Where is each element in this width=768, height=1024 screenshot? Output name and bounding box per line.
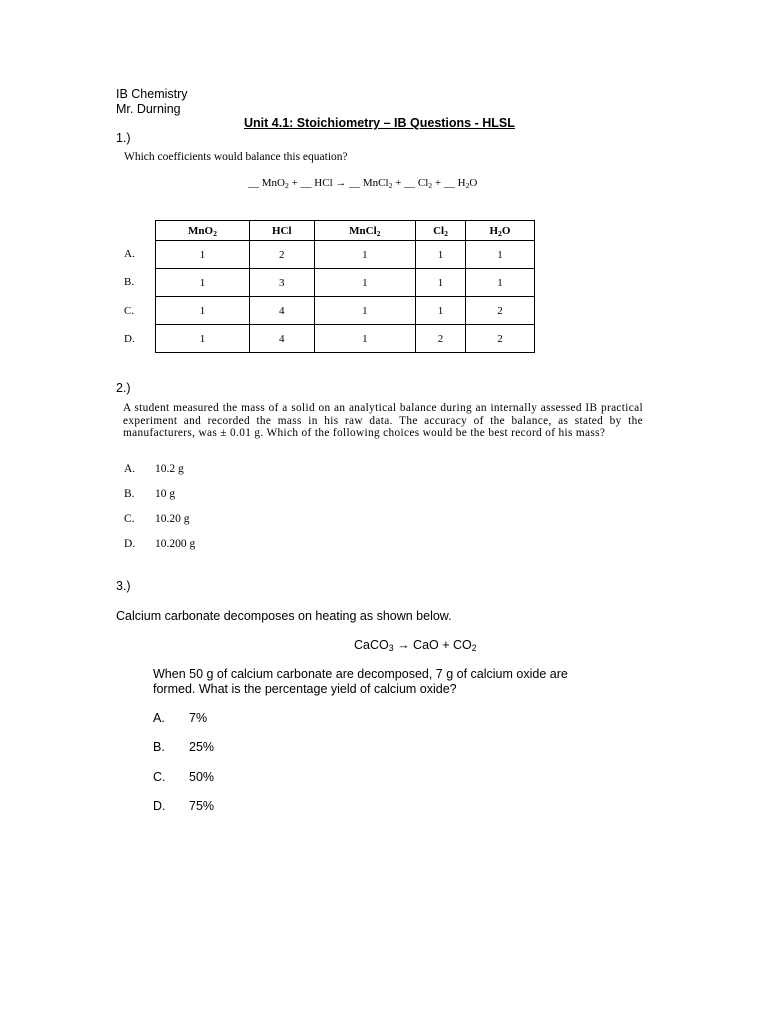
- table-cell: 1: [314, 325, 416, 353]
- table-header-row: [156, 221, 535, 241]
- table-cell: 1: [156, 241, 250, 269]
- table-cell: 1: [156, 325, 250, 353]
- question-2-number: 2.): [116, 381, 131, 395]
- coefficients-table: [155, 220, 535, 353]
- table-row: [156, 297, 535, 325]
- table-cell: 1: [156, 297, 250, 325]
- table-header-cell: $H_2O$: [465, 221, 534, 241]
- question-3-intro: Calcium carbonate decomposes on heating as shown below.: [116, 609, 452, 623]
- table-header-cell: MnO$_2$: [156, 221, 250, 241]
- table-cell: 1: [416, 269, 466, 297]
- option-value: 25%: [189, 740, 215, 754]
- table-cell: 2: [249, 241, 314, 269]
- table-row: [156, 325, 535, 353]
- table-cell: 1: [465, 241, 534, 269]
- option-label: B.: [153, 740, 165, 754]
- option-label: D.: [124, 538, 136, 550]
- option-label: D.: [153, 799, 166, 813]
- question-1-equation: __ MnO$_2$ + __ HCl → __ MnCl$_2$ + __ $Cl_2$ + __ $H_2O$: [248, 177, 478, 190]
- table-header-cell: HCl: [249, 221, 314, 241]
- question-1-number: 1.): [116, 131, 131, 145]
- question-3-text-line2: formed. What is the percentage yield of calcium oxide?: [153, 682, 457, 696]
- option-label: A.: [153, 711, 165, 725]
- question-1-prompt: Which coefficients would balance this equation?: [124, 151, 348, 163]
- option-value: 10.20 g: [155, 513, 190, 525]
- table-cell: 1: [416, 297, 466, 325]
- question-3-number: 3.): [116, 579, 131, 593]
- table-cell: 4: [249, 325, 314, 353]
- option-value: 10.200 g: [155, 538, 196, 550]
- table-cell: 1: [416, 241, 466, 269]
- option-label: A.: [124, 463, 136, 475]
- option-label: C.: [153, 770, 166, 784]
- option-value: 75%: [189, 799, 215, 813]
- row-label: A.: [124, 248, 135, 260]
- table-cell: 3: [249, 269, 314, 297]
- table-cell: 1: [314, 269, 416, 297]
- course-name: IB Chemistry: [116, 87, 188, 101]
- table-cell: 1: [465, 269, 534, 297]
- table-cell: 2: [465, 297, 534, 325]
- question-2-prompt: A student measured the mass of a solid on an analytical balance during an internally assessed IB practical experiment and recorded the mass in his raw data. The accuracy of the balance, as stated by the manufacturers, was ± 0.01 g. Which of the following choices would be the best record of his mass?: [123, 402, 643, 439]
- question-3-equation: CaCO$_3$ → CaO + $CO_2$: [354, 638, 477, 653]
- page-title: Unit 4.1: Stoichiometry – IB Questions - HLSL: [244, 116, 515, 130]
- table-header-cell: MnCl$_2$: [314, 221, 416, 241]
- option-value: 50%: [189, 770, 215, 784]
- option-label: C.: [124, 513, 135, 525]
- table-cell: 2: [416, 325, 466, 353]
- table-row: [156, 241, 535, 269]
- table-cell: 1: [156, 269, 250, 297]
- row-label: B.: [124, 276, 135, 288]
- option-value: 7%: [189, 711, 208, 725]
- table-cell: 4: [249, 297, 314, 325]
- table-cell: 2: [465, 325, 534, 353]
- table-cell: 1: [314, 297, 416, 325]
- option-label: B.: [124, 488, 135, 500]
- table-header-cell: $Cl_2$: [416, 221, 466, 241]
- table-row: [156, 269, 535, 297]
- option-value: 10.2 g: [155, 463, 184, 475]
- teacher-name: Mr. Durning: [116, 102, 181, 116]
- row-label: C.: [124, 305, 135, 317]
- table-cell: 1: [314, 241, 416, 269]
- option-value: 10 g: [155, 488, 176, 500]
- question-3-text-line1: When 50 g of calcium carbonate are decomposed, 7 g of calcium oxide are: [153, 667, 568, 681]
- row-label: D.: [124, 333, 135, 345]
